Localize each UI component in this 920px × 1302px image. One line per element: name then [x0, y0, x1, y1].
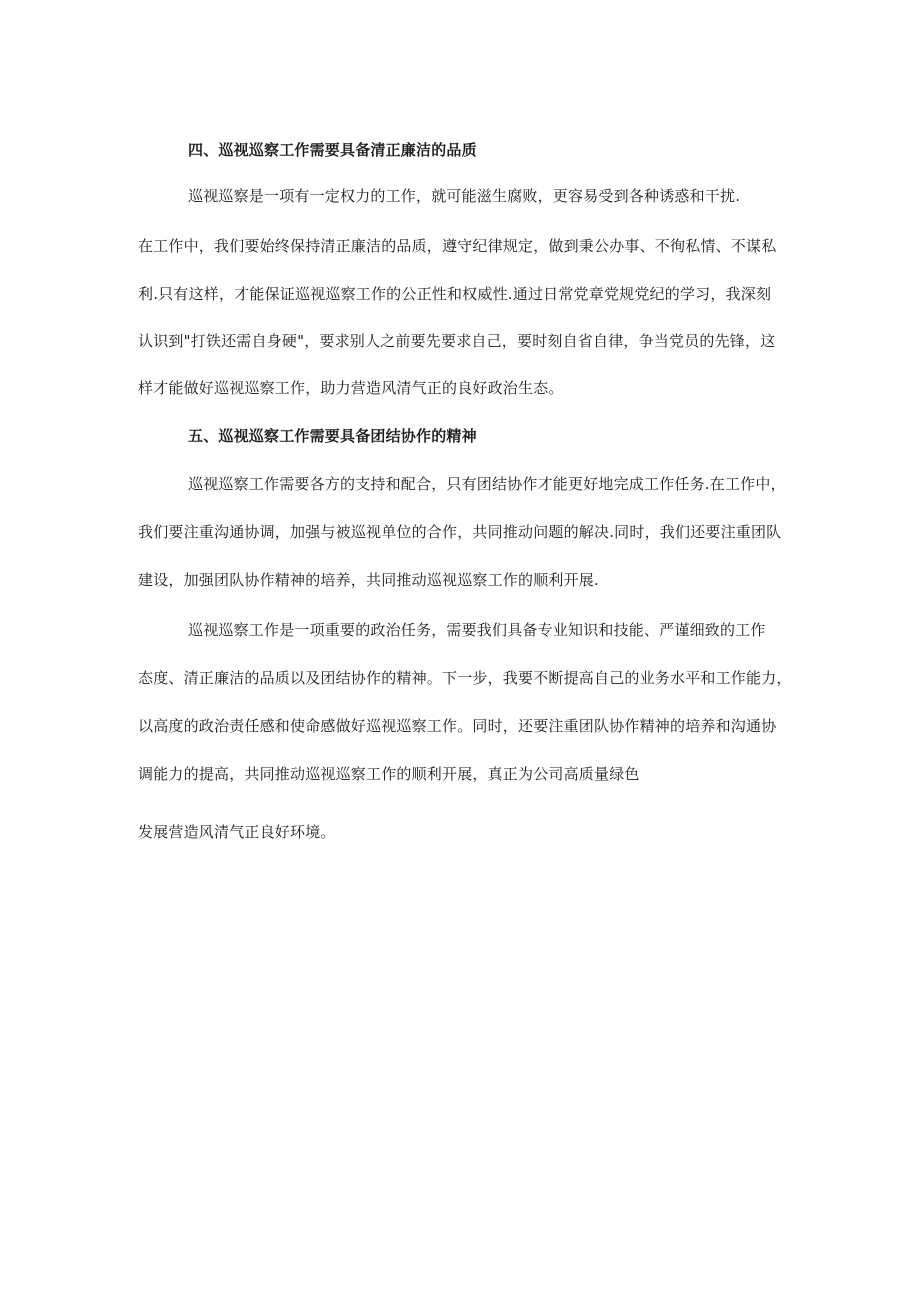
- paragraph-line: 在工作中，我们要始终保持清正廉洁的品质，遵守纪律规定，做到秉公办事、不徇私情、不谋私: [138, 237, 777, 255]
- paragraph-line: 我们要注重沟通协调，加强与被巡视单位的合作，共同推动问题的解决.同时，我们还要注重团队: [138, 523, 782, 541]
- paragraph-line: 样才能做好巡视巡察工作，助力营造风清气正的良好政治生态。: [138, 379, 564, 397]
- paragraph-line: 巡视巡察工作是一项重要的政治任务，需要我们具备专业知识和技能、严谨细致的工作: [188, 621, 766, 639]
- paragraph-line: 巡视巡察工作需要各方的支持和配合，只有团结协作才能更好地完成工作任务.在工作中，: [188, 475, 786, 493]
- paragraph-line: 调能力的提高，共同推动巡视巡察工作的顺利开展，真正为公司高质量绿色: [138, 765, 640, 783]
- section-heading-4: 四、巡视巡察工作需要具备清正廉洁的品质: [188, 141, 477, 159]
- paragraph-line: 态度、清正廉洁的品质以及团结协作的精神。下一步，我要不断提高自己的业务水平和工作能力，: [138, 669, 792, 687]
- paragraph-line: 以高度的政治责任感和使命感做好巡视巡察工作。同时，还要注重团队协作精神的培养和沟通协: [138, 717, 777, 735]
- paragraph-line: 巡视巡察是一项有一定权力的工作，就可能滋生腐败，更容易受到各种诱惑和干扰.: [188, 187, 741, 205]
- paragraph-line: 利.只有这样，才能保证巡视巡察工作的公正性和权威性.通过日常党章党规党纪的学习，我深刻: [138, 285, 772, 303]
- paragraph-line: 建设，加强团队协作精神的培养，共同推动巡视巡察工作的顺利开展.: [138, 571, 599, 589]
- section-heading-5: 五、巡视巡察工作需要具备团结协作的精神: [188, 427, 477, 445]
- paragraph-line: 认识到"打铁还需自身硬"，要求别人之前要先要求自己，要时刻自省自律，争当党员的先锋，这: [138, 332, 776, 350]
- paragraph-line: 发展营造风清气正良好环境。: [138, 823, 336, 841]
